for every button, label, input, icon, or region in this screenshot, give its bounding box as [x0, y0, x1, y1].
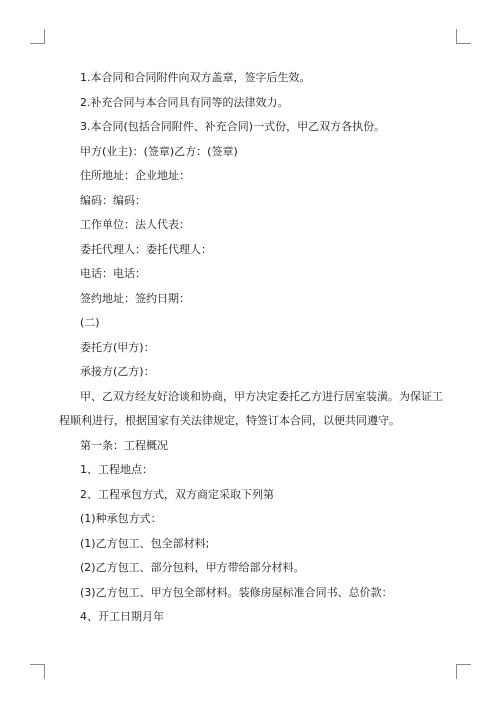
preamble-paragraph: 甲、乙双方经友好洽谈和协商，甲方决定委托乙方进行居室装潢。为保证工程顺利进行，根据国家有关法律规定，特签订本合同，以便共同遵守。: [59, 389, 443, 427]
agent-line: 委托代理人：委托代理人：: [80, 242, 212, 256]
clause-effective: 1.本合同和合同附件向双方盖章，签字后生效。: [80, 71, 311, 84]
contract-method-line: 2、工程承包方式，双方商定采取下列第: [80, 487, 274, 501]
crop-mark-top-left: [30, 29, 45, 44]
crop-mark-bottom-left: [30, 664, 45, 679]
method-option-2: (2)乙方包工、部分包料，甲方带给部分材料。: [80, 561, 305, 574]
clause-copies: 3.本合同(包括合同附件、补充合同)一式份，甲乙双方各执份。: [80, 120, 386, 133]
clause-supplement: 2.补充合同与本合同具有同等的法律效力。: [80, 95, 289, 109]
article-one-heading: 第一条：工程概况: [80, 438, 168, 452]
document-body: [59, 66, 443, 630]
address-line: 住所地址：企业地址：: [80, 169, 190, 182]
client-party-line: 委托方(甲方)：: [80, 340, 155, 354]
project-location-line: 1、工程地点：: [80, 463, 153, 476]
employer-line: 工作单位：法人代表：: [80, 218, 190, 231]
signing-location-line: 签约地址：签约日期：: [80, 291, 190, 305]
contractor-party-line: 承接方(乙方)：: [80, 365, 155, 378]
method-option-3: (3)乙方包工、甲方包全部材料。装修房屋标准合同书、总价款：: [80, 585, 393, 599]
method-option-1: (1)乙方包工、包全部材料;: [80, 536, 210, 550]
code-line: 编码：编码：: [80, 193, 146, 207]
method-intro-line: (1)种承包方式：: [80, 512, 162, 525]
crop-mark-bottom-right: [456, 664, 471, 679]
signature-line: 甲方(业主)：(签章)乙方：(签章): [80, 144, 238, 158]
start-date-line: 4、开工日期月年: [80, 610, 164, 623]
phone-line: 电话：电话：: [80, 267, 146, 280]
crop-mark-top-right: [456, 29, 471, 44]
section-heading-two: (二): [80, 316, 100, 329]
